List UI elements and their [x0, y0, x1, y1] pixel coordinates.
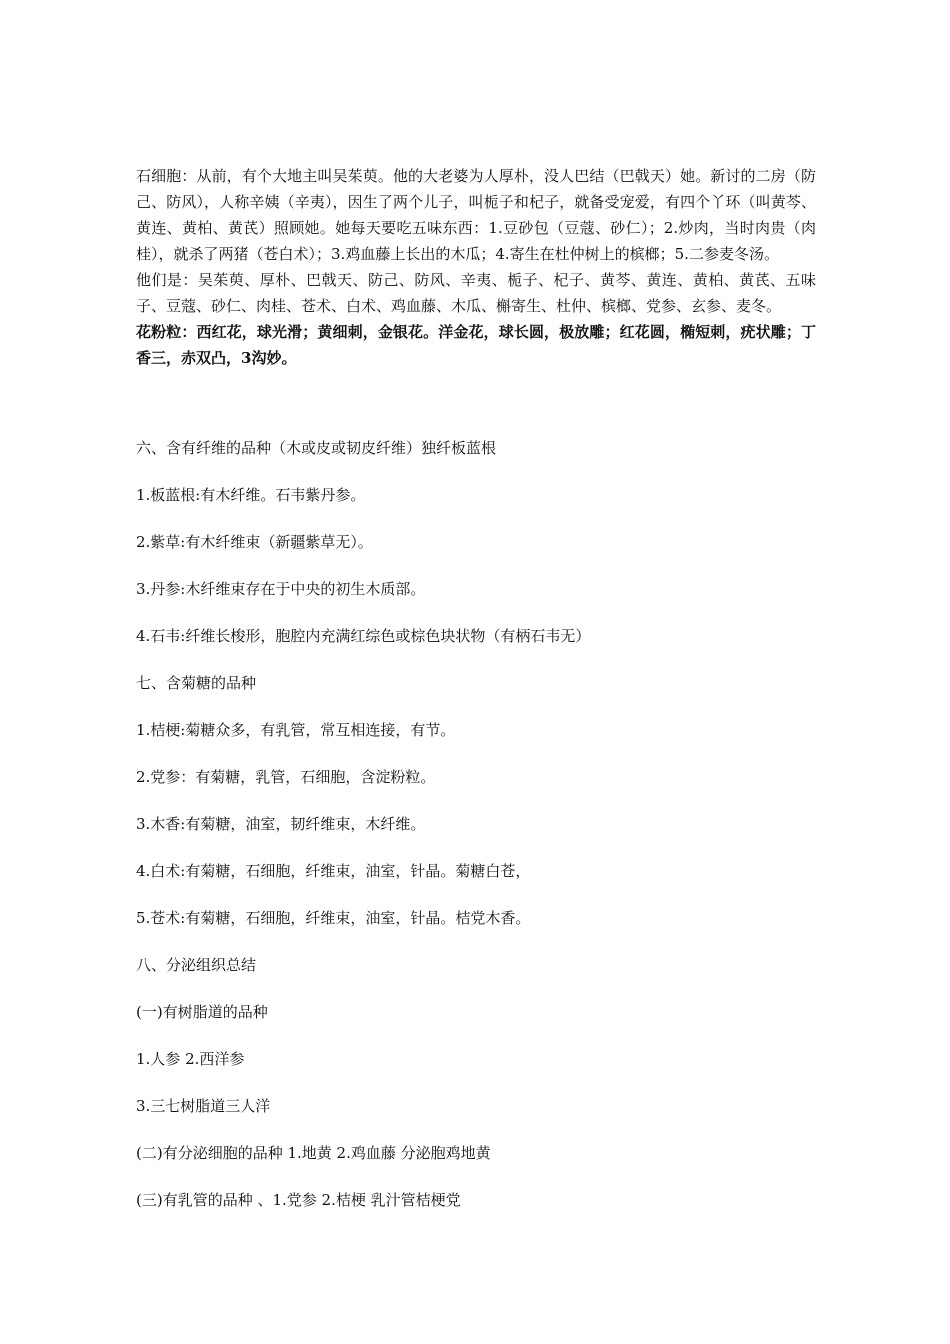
section-heading-secretory: 八、分泌组织总结	[136, 956, 257, 974]
list-item: 3.三七树脂道三人洋	[136, 1097, 271, 1115]
list-item: 1.人参 2.西洋参	[136, 1050, 245, 1068]
list-item: 5.苍术:有菊糖，石细胞，纤维束，油室，针晶。桔党木香。	[136, 909, 531, 927]
intro-block	[136, 163, 816, 371]
section-heading-inulin: 七、含菊糖的品种	[136, 674, 257, 692]
pollen-mnemonic-paragraph: 花粉粒：西红花，球光滑；黄细刺，金银花。洋金花，球长圆，极放雕；红花圆，椭短刺，疣状雕；丁香三，赤双凸，3沟妙。	[136, 323, 816, 367]
list-item: 2.紫草:有木纤维束（新疆紫草无）。	[136, 533, 373, 551]
subsection-heading: (二)有分泌细胞的品种 1.地黄 2.鸡血藤 分泌胞鸡地黄	[136, 1144, 491, 1162]
list-item: 4.白术:有菊糖，石细胞，纤维束，油室，针晶。菊糖白苍，	[136, 862, 531, 880]
list-item: 4.石韦:纤维长梭形，胞腔内充满红综色或棕色块状物（有柄石韦无）	[136, 627, 591, 645]
stone-cell-story-paragraph: 石细胞：从前，有个大地主叫吴茱萸。他的大老婆为人厚朴，没人巴结（巴戟天）她。新讨的二房（防己、防风），人称辛姨（辛夷），因生了两个儿子，叫栀子和杞子，就备受宠爱，有四个丫环（叫黄芩、黄连、黄柏、黄芪）照顾她。她每天要吃五味东西：1.豆砂包（豆蔻、砂仁）；2.炒肉，当时肉贵（肉桂），就杀了两猪（苍白术）；3.鸡血藤上长出的木瓜；4.寄生在杜仲树上的槟榔；5.二参麦冬汤。	[136, 167, 816, 263]
list-item: 2.党参：有菊糖，乳管，石细胞，含淀粉粒。	[136, 768, 436, 786]
list-item: 3.丹参:木纤维束存在于中央的初生木质部。	[136, 580, 426, 598]
subsection-heading: (三)有乳管的品种 、1.党参 2.桔梗 乳汁管桔梗党	[136, 1191, 461, 1209]
subsection-heading: (一)有树脂道的品种	[136, 1003, 268, 1021]
document-page	[136, 163, 816, 1209]
list-item: 1.桔梗:菊糖众多，有乳管，常互相连接，有节。	[136, 721, 456, 739]
list-item: 1.板蓝根:有木纤维。石韦紫丹参。	[136, 486, 366, 504]
herb-list-paragraph: 他们是：吴茱萸、厚朴、巴戟天、防己、防风、辛夷、栀子、杞子、黄芩、黄连、黄柏、黄芪、五味子、豆蔻、砂仁、肉桂、苍术、白术、鸡血藤、木瓜、槲寄生、杜仲、槟榔、党参、玄参、麦冬。	[136, 271, 816, 315]
list-item: 3.木香:有菊糖，油室，韧纤维束，木纤维。	[136, 815, 426, 833]
section-heading-fiber: 六、含有纤维的品种（木或皮或韧皮纤维）独纤板蓝根	[136, 439, 497, 457]
